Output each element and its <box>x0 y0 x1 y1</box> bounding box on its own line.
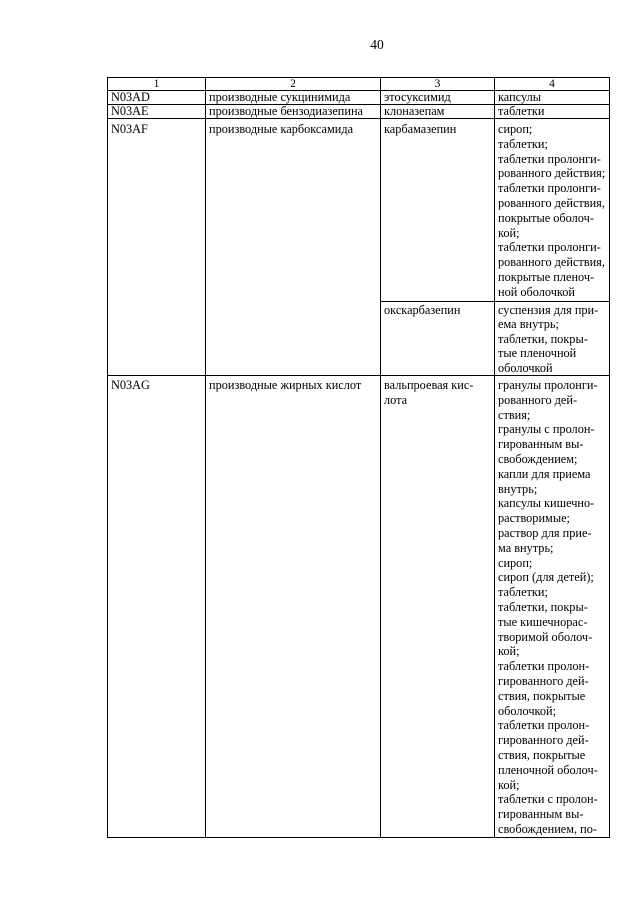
text-line: гированным вы- <box>498 807 584 822</box>
table-row-n03ae <box>108 105 610 119</box>
dosage-form-cell <box>495 376 610 838</box>
table-row-n03af <box>108 119 610 302</box>
header-cell-2: 2 <box>206 78 381 91</box>
text-line: суспензия для при- <box>498 303 599 317</box>
text-line: гированного дей- <box>498 733 589 748</box>
text-line: сироп (для детей); <box>498 570 594 585</box>
dosage-form-cell <box>495 105 610 119</box>
text-line: покрытые пленоч- <box>498 269 595 284</box>
text-line: таблетки; <box>498 136 548 151</box>
text-line: капсулы <box>498 90 541 104</box>
text-line: карбамазепин <box>384 122 457 136</box>
substance-cell <box>381 119 495 302</box>
text-line: таблетки пролонги- <box>498 151 601 166</box>
text-line: таблетки, покры- <box>498 331 588 346</box>
table-row-n03ad <box>108 91 610 105</box>
text-line: таблетки пролонги- <box>498 240 601 255</box>
text-line: гированного дей- <box>498 673 589 688</box>
header-cell-3: 3 <box>381 78 495 91</box>
text-line: кой; <box>498 777 520 792</box>
text-line: этосуксимид <box>384 90 451 104</box>
group-cell: производные бензодиазепина <box>206 105 381 119</box>
text-line: лота <box>384 392 408 407</box>
text-line: ма внутрь; <box>498 540 554 555</box>
text-line: рованного дей- <box>498 392 578 407</box>
group-cell: производные карбоксамида <box>206 119 381 376</box>
text-line: тые пленочной <box>498 346 577 361</box>
group-cell: производные сукцинимида <box>206 91 381 105</box>
text-line: свобождением; <box>498 452 578 467</box>
text-line: растворимые; <box>498 511 570 526</box>
text-line: внутрь; <box>498 481 538 496</box>
text-line: кой; <box>498 644 520 659</box>
text-line: рованного действия; <box>498 166 606 181</box>
text-line: клоназепам <box>384 104 445 118</box>
text-line: сироп; <box>498 122 533 136</box>
text-line: покрытые оболоч- <box>498 210 594 225</box>
text-line: гированным вы- <box>498 437 584 452</box>
header-row <box>108 78 610 91</box>
text-line: таблетки пролонги- <box>498 181 601 196</box>
text-line: ема внутрь; <box>498 317 559 332</box>
text-line: гранулы пролонги- <box>498 378 598 393</box>
text-line: ствия, покрытые <box>498 747 586 762</box>
text-line: таблетки пролон- <box>498 718 590 733</box>
text-line: ствия, покрытые <box>498 688 586 703</box>
text-line: окскарбазепин <box>384 303 461 317</box>
atc-code-cell: N03AE <box>108 105 206 119</box>
text-line: капсулы кишечно- <box>498 496 595 511</box>
text-line: рованного действия, <box>498 255 605 270</box>
text-line: свобождением, по- <box>498 821 598 836</box>
page-number: 40 <box>370 37 384 52</box>
text-line: пленочной оболоч- <box>498 762 598 777</box>
text-line: рованного действия, <box>498 195 605 210</box>
text-line: раствор для прие- <box>498 526 592 540</box>
text-line: оболочкой <box>498 360 553 375</box>
dosage-form-cell <box>495 302 610 376</box>
dosage-form-cell <box>495 119 610 302</box>
atc-code-cell: N03AD <box>108 91 206 105</box>
substance-cell <box>381 302 495 376</box>
text-line: вальпроевая кис- <box>384 378 474 393</box>
atc-code-cell: N03AG <box>108 376 206 838</box>
text-line: ствия; <box>498 407 531 422</box>
text-line: оболочкой; <box>498 703 557 718</box>
substance-cell <box>381 91 495 105</box>
text-line: гранулы с пролон- <box>498 422 595 437</box>
group-cell: производные жирных кислот <box>206 376 381 838</box>
text-line: таблетки <box>498 104 545 118</box>
header-cell-4: 4 <box>495 78 610 91</box>
substance-cell <box>381 376 495 838</box>
text-line: сироп; <box>498 555 533 570</box>
text-line: кой; <box>498 225 520 240</box>
text-line: таблетки, покры- <box>498 599 588 614</box>
drug-table <box>107 77 610 838</box>
table-row-n03ag <box>108 376 610 838</box>
text-line: тые кишечнорас- <box>498 614 588 629</box>
atc-code-cell: N03AF <box>108 119 206 376</box>
text-line: капли для приема <box>498 466 591 481</box>
header-cell-1: 1 <box>108 78 206 91</box>
substance-cell <box>381 105 495 119</box>
text-line: таблетки пролон- <box>498 659 590 674</box>
text-line: творимой оболоч- <box>498 629 593 644</box>
text-line: ной оболочкой <box>498 284 576 299</box>
text-line: таблетки с пролон- <box>498 792 598 807</box>
text-line: таблетки; <box>498 585 548 600</box>
dosage-form-cell <box>495 91 610 105</box>
